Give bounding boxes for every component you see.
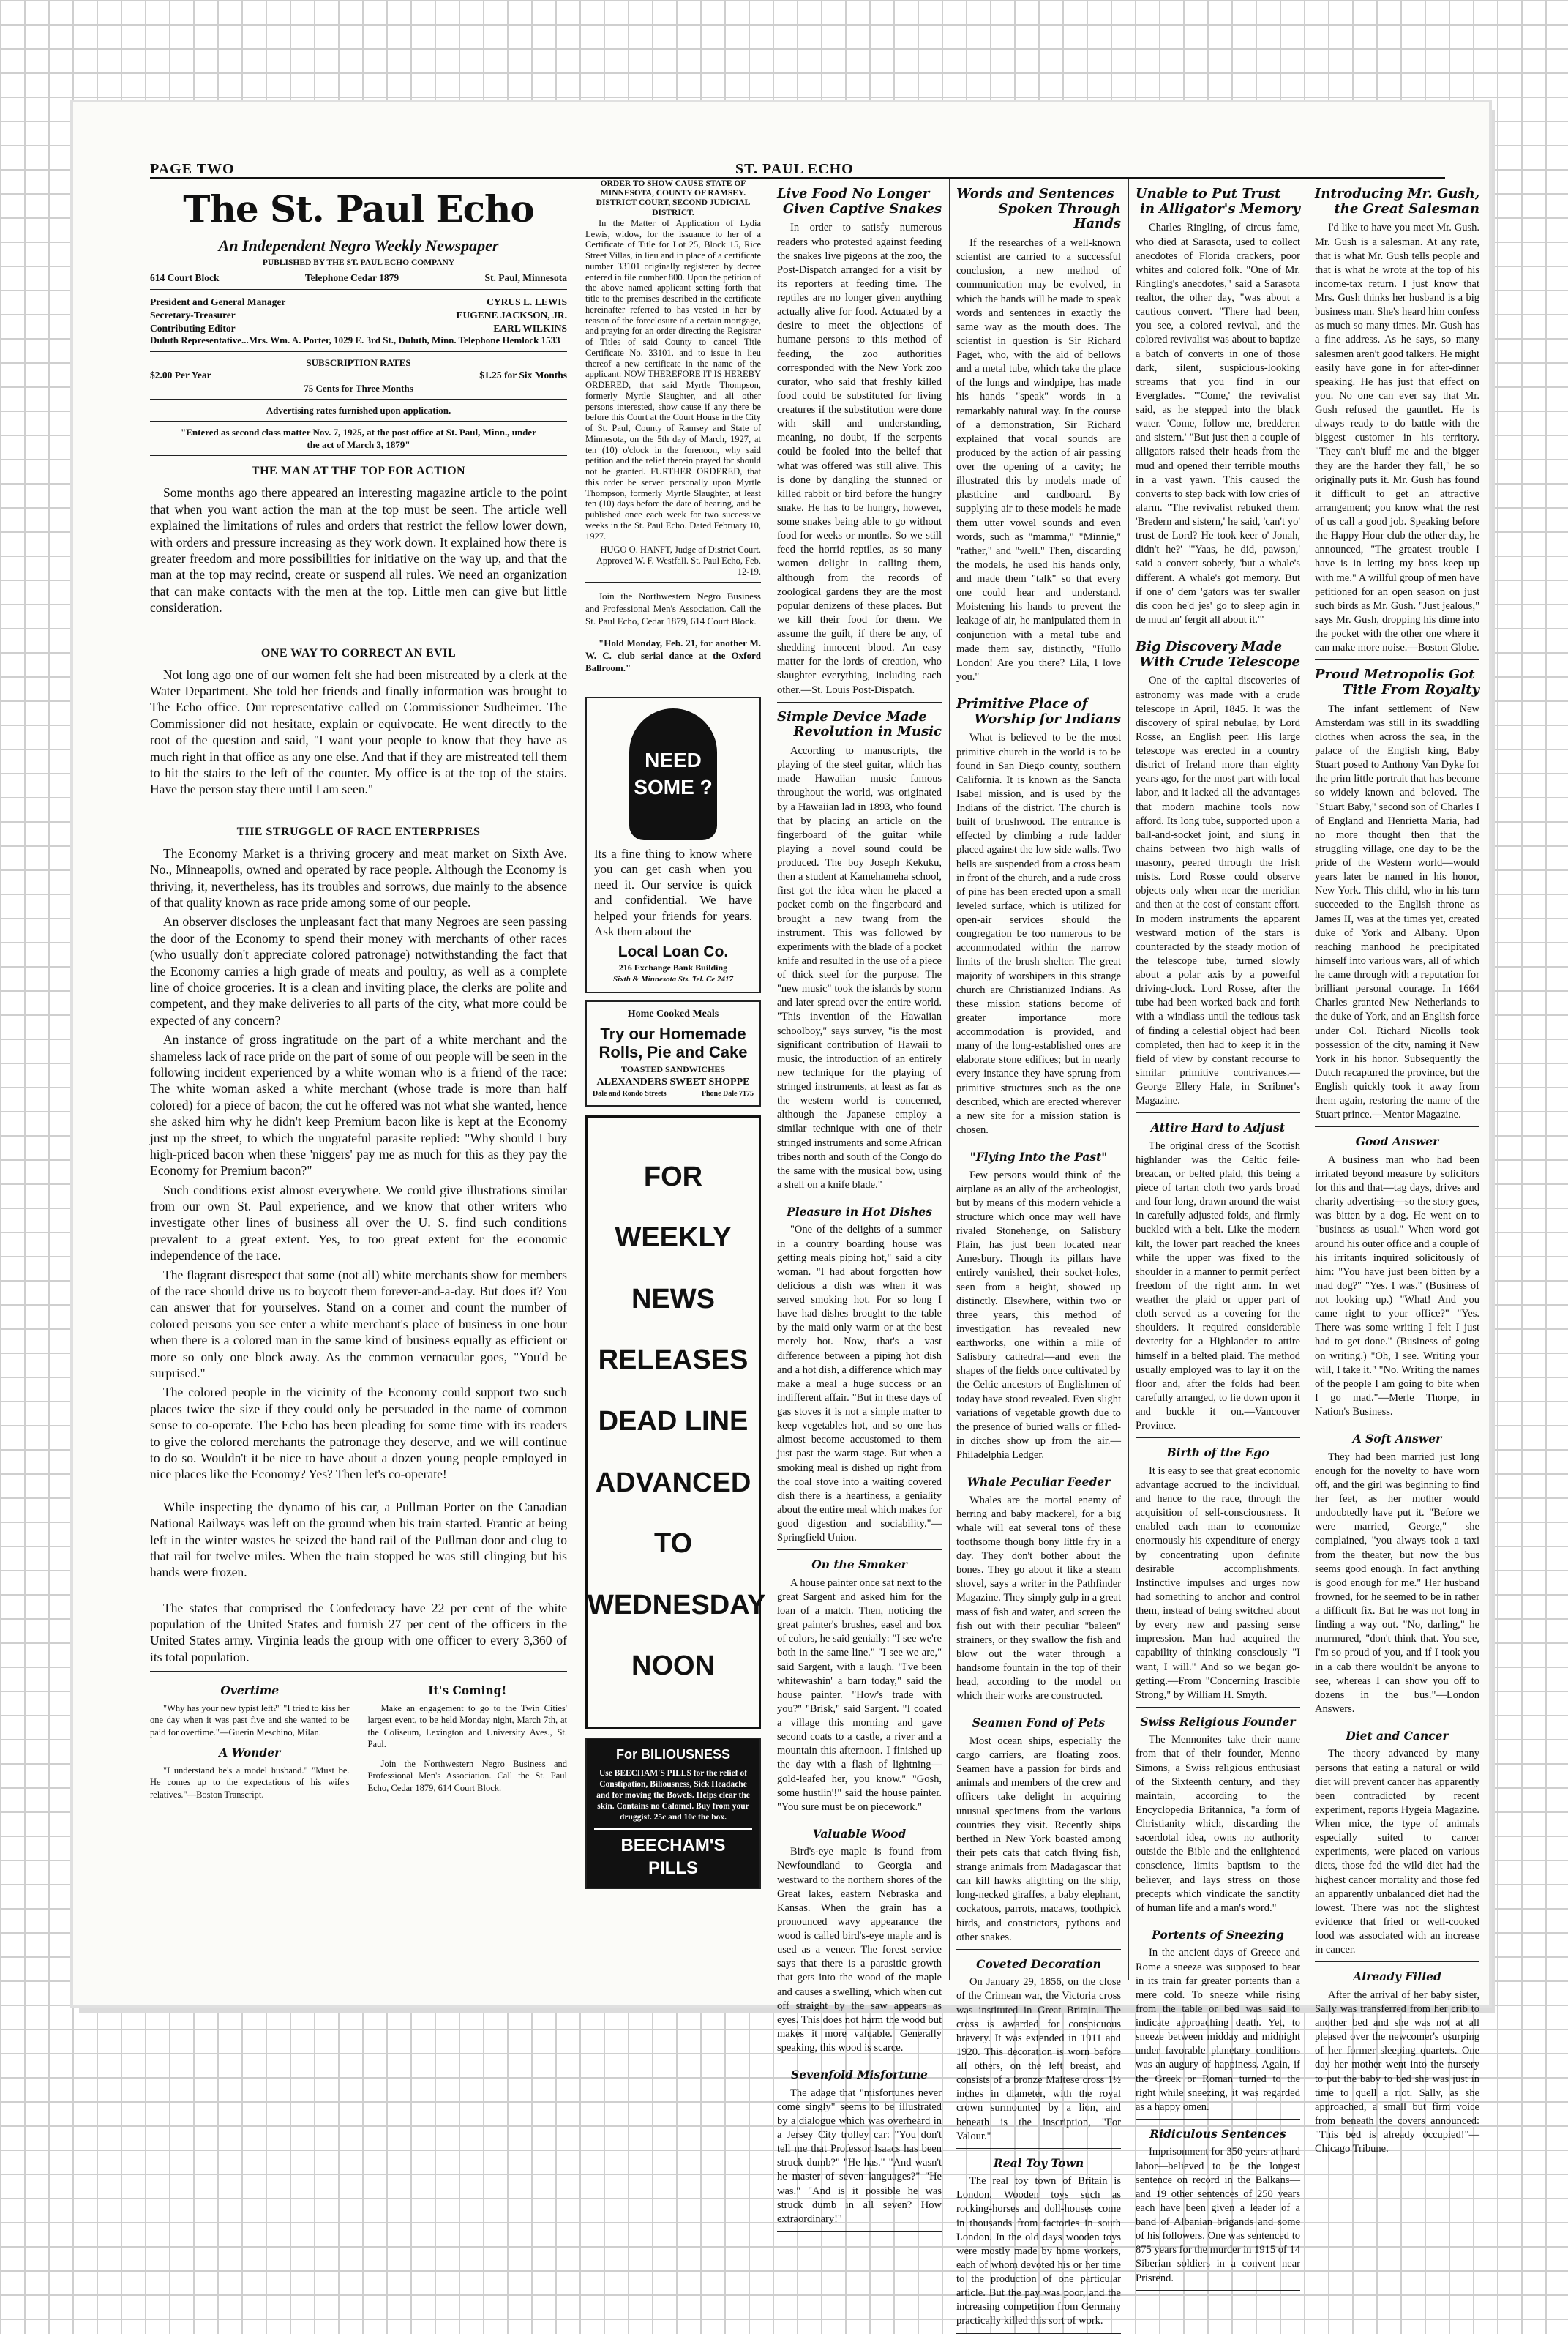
office-address: 614 Court Block [150,272,220,284]
divider [150,1671,567,1672]
headline-line-2: With Crude Telescope [1139,654,1300,670]
article [956,1716,1121,1949]
article-headline: Seamen Fond of Pets [972,1716,1106,1730]
article-headline [1315,187,1479,217]
sweet-shoppe-ad [585,1000,761,1107]
article-divider [777,1549,942,1550]
article-body: According to manuscripts, the playing of the steel guitar, which has made Hawaiian music famous throughout the world, was originated by a Hawaiian lad in 1893, who found that by placing an article on the fingerboard of the guitar while playing a novel sound could be produced. The boy Joseph Kekuku, then a student at Kamehameha school, first got the idea when he placed a pocket comb on the fingerboard and brought a new twang from the instrument. This was followed by experiments with the blade of a pocket knife and resulted in the use of a piece of thick steel for the purpose. The "new music" took the islands by storm and later spread over the entire world. "This invention of the Hawaiian schoolboy," says survey, "is the most significant contribution of Hawaii to music, the introduction of an entirely new technique for the playing of stringed instruments, at least as far as the western world is concerned, although the Japanese employ a similar technique with one of their stringed instruments and some African tribes north and south of the Congo do the same with the musical bow, using a shell on a knife blade." [777,745,942,1191]
article-body: One of the capital discoveries of astronomy was made with a crude telescope in April, 1845. It was the discovery of spiral nebulae, by Lord Rosse, an English peer. His large telescope was erected in a country district of Ireland more than eighty years ago, for the most part with local labor, and it lacked all the advantages that modern machine tools now afford. Its long tube, supported upon a ball-and-socket joint, and slung in chains between two high walls of masonry, peered through the Irish mists. Lord Rosse could observe objects only when near the meridian and then at the cost of constant effort. In modern instruments the apparent westward motion of the stars is counteracted by the steady motion of the telescope tube, turned slowly about a polar axis by a powerful driving-clock. Lord Rosse, after the tube had been worked back and forth with a windlass until the tedious task of finding a celestial object had been completed, then had to keep it in the field of view by constant recourse to similar primitive contrivances.—George Ellery Hale, in Scribner's Magazine. [1136,675,1300,1107]
news-column-5 [1136,179,1300,2284]
news-column-4 [956,179,1121,2327]
divider [150,289,567,291]
article-divider [777,702,942,703]
editorial-body: While inspecting the dynamo of his car, a Pullman Porter on the Canadian National Railways was left on the ground when his train started. Frantic at being left in the winter wastes he seized the hand rail of the Pullman door and clug to that rail for twelve miles. When the train stopped he was still clinging but his hands were frozen. [150,1499,567,1580]
filler-title: A Wonder [219,1746,281,1760]
masthead-subtitle: An Independent Negro Weekly Newspaper [218,236,499,255]
article-headline: Already Filled [1353,1970,1441,1984]
dance-note: "Hold Monday, Feb. 21, for another M. W. C. club serial dance at the Oxford Ballroom." [585,637,761,674]
article-body: The adage that "misfortunes never come singly" seems to be illustrated by a dialogue which was overheard in a Jersey City trolley car: "You don't tell me that Professor Isaacs has been struck dumb?" "He has." "And wasn't he master of seven languages?" "He was." "And is it possible he was struck dumb in all seven? How extraordinary!" [777,2087,942,2225]
article [956,1475,1121,1708]
article [777,1557,942,1819]
article [1315,1432,1479,1721]
running-head: ST. PAUL ECHO [735,161,854,177]
article-headline: Good Answer [1355,1134,1439,1149]
sweet-ad-phone: Phone Dale 7175 [701,1090,754,1099]
filler-body: Make an engagement to go to the Twin Cities' largest event, to be held Monday night, March 7th, at the Coliseum, Lexington and University Aves., St. Paul. [367,1702,567,1750]
article-divider [1315,1126,1479,1127]
article [1315,187,1479,660]
editorials [150,463,567,1665]
article-body: The theory advanced by many persons that eating a natural or wild diet will prevent cancer has apparently been contradicted by recent experiment, reports Hygeia Magazine. When mice, the type of animals especially suited to cancer experiments, were placed on various diets, those fed the wild diet had the highest cancer mortality and those fed an apparently unbalanced diet had the lowest. There was not the slightest evidence that fried or well-cooked food was associated with an increase in cancer. [1315,1748,1479,1956]
filler-body: "I understand he's a model husband." "Must be. He comes up to the expectations of his wife's relatives."—Boston Transcript. [150,1765,350,1800]
headline-line-1: Live Food No Longer [777,186,930,201]
newspaper-page [73,102,1489,2327]
ads-column [585,179,766,1980]
beecham-ad-name: BEECHAM'S PILLS [594,1828,752,1880]
article-headline [777,187,942,217]
article-divider [1136,2290,1300,2291]
article-body: In the ancient days of Greece and Rome a sneeze was supposed to bear in its train far greater portents than a mere cold. To sneeze while rising from the table or bed was said to indicate approaching death. Yet, to sneeze between midday and midnight under favorable planetary conditions was an augury of happiness. Again, if the Greek or Roman turned to the right while sneezing, it was regarded as a happy omen. [1136,1947,1300,2113]
article-body: Bird's-eye maple is found from Newfoundland to Georgia and westward to the northern shores of the Great lakes, eastern Nebraska and Kansas. When the grain has a pronounced wavy appearance the wood is called bird's-eye maple and is used as a veneer. The forest service says that there is a parasitic growth that gets into the wood of the maple and causes a swelling, which when cut off straight by the saw appears as eyes. This does not harm the wood but makes it more valuable. Generally speaking, this wood is scarce. [777,1846,942,2054]
article [777,710,942,1197]
editorial-title: THE MAN AT THE TOP FOR ACTION [251,465,466,478]
article-body: On January 29, 1856, on the close of the Crimean war, the Victoria cross was instituted in Great Britain. The cross is awarded for conspicuous bravery. It was extended in 1911 and 1920. This decoration is worn before all others, on the left breast, and consists of a bronze Maltese cross 1½ inches in diameter, with the royal crown surmounted by a lion, and beneath is the inscription, "For Valour." [956,1976,1121,2142]
headline-line-1: Unable to Put Trust [1136,186,1281,201]
deadline-line: TO [653,1528,693,1560]
page-folio: PAGE TWO [150,161,235,177]
article [1315,1134,1479,1424]
staff-row [150,309,567,322]
article-headline [956,187,1121,232]
article [1136,187,1300,632]
article-headline: Diet and Cancer [1346,1729,1449,1743]
staff-name: EUGENE JACKSON, JR. [456,309,567,321]
article [777,1205,942,1550]
legal-notice [585,179,761,577]
staff-role: Secretary-Treasurer [150,309,236,321]
sweet-ad-address: Dale and Rondo Streets [593,1090,667,1099]
article-headline: Sevenfold Misfortune [791,2068,928,2082]
news-column-6 [1315,179,1479,2155]
loan-ad-address: 216 Exchange Bank Building [618,962,728,973]
deadline-line: WEEKLY [615,1222,732,1254]
article [956,697,1121,1142]
staff-name: CYRUS L. LEWIS [487,296,567,308]
headline-line-2: in Alligator's Memory [1139,201,1300,217]
article [1315,1970,1479,2161]
top-rule [150,177,1445,179]
article [1136,1445,1300,1708]
filler-right [368,1676,568,1803]
editorial-paragraph: Such conditions exist almost everywhere. We could give illustrations similar from our own St. Paul experience, and we know that other writers who investigate other lines of business all over the U. S. find such conditions prevalent to a great extent. Yes, to too great extent for the economic independence of the race. [150,1182,567,1263]
article [956,187,1121,689]
article-divider [1315,659,1479,660]
loan-ad [585,697,761,994]
divider [150,421,567,422]
filler-title: Overtime [220,1683,280,1698]
need-some-badge: NEED SOME ? [629,708,717,840]
article-body: "One of the delights of a summer in a country boarding house was getting meals piping hot," said a city woman. "I had about forgotten how delicious a dish was when it was served smoking hot. For so long I have had dishes brought to the table by the maid only warm or at the best merely hot. Now, that's a vast difference between a piping hot dish and a hot dish, a difference which may make a meal a huge success or an indifferent affair. "But in these days of gas stoves it is not a simple matter to keep vegetables hot, and so one has almost become accustomed to them just past the warm stage. But when a smoking meal is dished up right from the coal stove into a waiting covered dish there is a heartiness, a geniality about the entire meal which makes for good digestion and sociability."—Springfield Union. [777,1224,942,1544]
headline-line-1: Primitive Place of [956,696,1088,712]
article [1136,1715,1300,1920]
beecham-ad [585,1738,761,1889]
legal-signature: HUGO O. HANFT, Judge of District Court. Approved W. F. Westfall. St. Paul Echo, Feb. 12-19. [596,545,761,577]
sweet-ad-sub: TOASTED SANDWICHES [620,1064,726,1075]
deadline-line: FOR [643,1161,703,1192]
article-divider [1136,1707,1300,1708]
rates-row [150,369,567,382]
office-city: St. Paul, Minnesota [484,272,567,284]
editorial-paragraph: The flagrant disrespect that some (not all) white merchants show for members of the race should drive us to boycott them forever-and-a-day. But does it? You can answer that for yourselves. Stand on a corner and count the number of colored persons you see enter a white merchant's place of business in one hour when there is a colored man in the same kind of business equally as efficient or more so only one block away. As the common vernacular goes, "You'd be surprised." [150,1267,567,1380]
article-divider [956,1949,1121,1950]
article-body: Most ocean ships, especially the cargo carriers, are floating zoos. Seamen have a passion for birds and animals and members of the crew and officers take delight in acquiring unusual specimens from the various countries they visit. Recently ships berthed in New York boasted among their pets cats that catch flying fish, strange animals from Madagascar that can kill hawks alighting on the ship, long-necked giraffes, a baby elephant, cockatoos, parrots, macaws, toothpick birds, and constrictors, pythons and other snakes. [956,1735,1121,1943]
editorial-body: The states that comprised the Confederacy have 22 per cent of the white population of the United States and furnish 27 per cent of the officers in the United States army. Virginia leads the group with one officer to every 3,360 of its total population. [150,1600,567,1664]
editorial-paragraph: An instance of gross ingratitude on the part of a white merchant and the shameless lack of race pride on the part of some of our people will be seen in the following incident experienced by a white woman who is a friend of the race: The white woman asked a white merchant (whose trade is more than half colored) for a piece of bacon; the cut he offered was not what she wanted, hence she asked him why he didn't keep Premium bacon like is kept at the Economy just up the street, to which the ungrateful parasite replied: "Why should I buy high-priced bacon when these 'niggers' pay me as much for this as they pay the Economy for Premium bacon?" [150,1032,567,1178]
divider [150,399,567,400]
masthead-title: The St. Paul Echo [183,187,534,231]
staff-name: EARL WILKINS [493,322,567,334]
headline-line-1: Simple Device Made [777,708,927,725]
article-body: A business man who had been irritated beyond measure by solicitors for this and that—tag days, drives and charity advertising—so the story goes, was bitten by a dog. He went on to "business as usual." When word got around his outer office and a couple of his irritants inquired solicitously of him: "You have just been bitten by a mad dog?" "Yes. I was." (Business of not looking up.) "What! And you came right to your office?" "Yes. There was some writing I felt I just had to get done." (Business of going on writing.) "Oh, I see. Writing your will, I take it." "No. Writing the names of the people I am going to bite when I go mad."—Merle Thorpe, in Nation's Business. [1315,1153,1479,1418]
article-divider [956,2148,1121,2149]
article-headline: Birth of the Ego [1166,1445,1269,1460]
deadline-line: DEAD LINE [598,1406,749,1437]
article-body: The infant settlement of New Amsterdam was still in its swaddling clothes when across the sea, in the palace of the English king, Baby Stuart posed to Anthony Van Dyke for the prim little portrait that has become so widely known and beloved. The "Stuart Baby," second son of Charles I of England and Henrietta Maria, had no more thought then that the struggling village, one day to be the pride of the Western world—would years later be named in his honor, New York. This child, who in his turn succeeded to the English throne as James II, was at the times yet, created duke of York and Albany. Upon reaching manhood he precipitated himself into various wars, all of which he came through with a reputation for brilliant personal courage. In 1664 Charles granted New Netherlands to the duke of York, and an English force under Col. Richard Nicolls took possession of the city, naming it New York in his honor. Subsequently the Dutch recaptured the province, but the English quickly took it away from them again, restoring the name of the Stuart prince.—Mentor Magazine. [1315,703,1479,1121]
headline-line-2: Given Captive Snakes [782,201,942,217]
article-headline: Coveted Decoration [976,1956,1101,1971]
deadline-line: RELEASES [598,1344,749,1376]
editorial-body: Not long ago one of our women felt she had been mistreated by a clerk at the Water Department. She told her friends and finally information was brought to The Echo office. Our representative called on Commissioner Sudheimer. The Commissioner did not hesitate, explain or equivocate. He went directly to the root of the question and said, "I want your people to know that they have as much right in that office as any one else. And that if they are mistreated tell them to hit the stairs to the left of the counter. My office is at the top of the stairs. Have the person stay there until I am seen." [150,667,567,797]
sweet-ad-name: ALEXANDERS SWEET SHOPPE [596,1077,750,1088]
article-headline: Swiss Religious Founder [1140,1714,1296,1729]
article-body: The Mennonites take their name from that of their founder, Menno Simons, a Swiss religious enthusiast of the Sixteenth century, and they maintain, according to the Encyclopedia Britannica, "a form of Christianity which, discarding the sacerdotal idea, owns no authority outside the Bible and the enlightened conscience, limits baptism to the believer, and lays stress on those precepts which vindicate the sanctity of human life and a man's word." [1136,1734,1300,1914]
article-divider [1136,1437,1300,1438]
article-body: In order to satisfy numerous readers who protested against feeding the snakes live pigeons at the zoo, the Post-Dispatch arranged for a visit by its reporters at feeding time. The reptiles are no longer given anything actually alive for food. Actuated by a desire to meet the objections of humane persons to this method of feeding, the zoo authorities corresponded with the New York zoo curator, who said that freshly killed food could be substituted for living creatures if the substitution were done with skill and understanding, meaning, no doubt, if the serpents could be fooled into the belief that what was offered was still alive. This is done by dangling the stunned or killed rabbit or bird before the hungry snake. He has to be hungry, however, some snakes being able to go without food for weeks or months. So we still feed the horrid reptiles, as so many women delight in calling them, although from the records of zoological gardens they are the most popular denizens of these places. But we kill their food for them. We assume the guilt, if there be any, of shedding innocent blood. An easy matter for the lords of creation, who slaughter everything, including each other.—St. Louis Post-Dispatch. [777,222,942,696]
editorial-paragraph: An observer discloses the unpleasant fact that many Negroes are seen passing the door of the Economy to spend their money with merchants of other races (who usually don't appreciate colored patronage) notwithstanding the fact that the Economy carries a high grade of meats and poultry, as well as a complete line of choice groceries. It is a clean and inviting place, the clerks are polite and competent, and they make deliveries to all parts of the city, what more could be expected of any concern? [150,914,567,1028]
article [1136,640,1300,1113]
headline-line-2: Title From Royalty [1342,681,1479,697]
editorial-column [150,179,567,1980]
editorial-paragraph: The colored people in the vicinity of the Economy could support two such places twice the size if they could only be persuaded in the name of common sense to co-operate. The Echo has been pleading for some time with its readers to give the colored merchants the patronage they deserve, and we will continue to do so. Wouldn't it be nice to have about a dozen young people employed in nice places like the Economy? Yes? Then let's co-operate! [150,1385,567,1482]
editorial-body: Some months ago there appeared an interesting magazine article to the point that when you want action the man at the top must be seen. The article well explained the limitations of rules and orders that restrict the fellow lower down, with orders and pressure increasing as they work down. It explained how there is greater freedom and more possibilities for initiative on the way up, and that the man at the top may recind, create or suspend all rules. We need an organization that can make contacts with the men at the top. Little men can give but little consideration. [150,485,567,616]
headline-line-2: the Great Salesman [1334,201,1479,217]
article-headline [1136,187,1300,217]
rate-six: $1.25 for Six Months [479,369,567,381]
rate-year: $2.00 Per Year [150,369,211,381]
article [1136,1121,1300,1438]
article-headline: Ridiculous Sentences [1149,2126,1286,2141]
article-headline [1136,640,1300,670]
rates-title: SUBSCRIPTION RATES [306,356,411,368]
deadline-ad [585,1115,766,1729]
entry-notice: "Entered as second class matter Nov. 7, 1925, at the post office at St. Paul, Minn., under the act of March 3, 1879" [181,426,536,451]
deadline-line: NOON [631,1650,715,1682]
editorial-body [150,845,567,1483]
sweet-ad-contact [593,1089,754,1099]
sweet-ad-headline: Try our Homemade Rolls, Pie and Cake [599,1024,748,1061]
association-note: Join the Northwestern Negro Business and Professional Men's Association. Call the St. Paul Echo, Cedar 1879, 614 Court Block. [585,590,761,626]
sweet-ad-top: Home Cooked Meals [627,1009,719,1020]
article-divider [1136,1112,1300,1113]
editorial-title: ONE WAY TO CORRECT AN EVIL [260,646,457,659]
staff-list [150,296,567,334]
headline-line-1: Introducing Mr. Gush, [1315,186,1479,201]
loan-ad-streets: Sixth & Minnesota Sts. Tel. Ce 2417 [612,974,734,984]
article-headline: Valuable Wood [812,1826,907,1841]
article [777,187,942,703]
article [956,1957,1121,2149]
headline-line-2: Spoken Through Hands [998,201,1121,232]
column-rule [1128,179,1129,1980]
article-divider [956,2333,1121,2334]
legal-body: In the Matter of Application of Lydia Lewis, widow, for the issuance to her of a Certificate of Title for Lot 25, Block 15, Rice Street Villas, in lieu and in place of a certificate number 33101 originally registered by decree entered in file number 800. Upon the petition of the above named applicant setting forth that title to the premises described in the certificate hereinafter referred to has vested in her by reason of the foreclosure of a certain mortgage, and praying for an order directing the Registrar of Titles of said County to cancel Title Certificate No. 33101, and to issue in lieu thereof a new certificate in the name of the applicant: NOW THEREFORE IT IS HEREBY ORDERED, that said Myrtle Thompson, formerly Myrtle Slaughter, and all other persons interested, show cause if any there be before this Court at the Court House in the City of St. Paul, County of Ramsey and State of Minnesota, on the 5th day of March, 1927, at ten (10) o'clock in the forenoon, why said petition and the relief therein prayed for should not be granted. FURTHER ORDERED, that this order be served personally upon Myrtle Thompson, formerly Myrtle Slaughter, at least ten (10) days before the date of hearing, and be published once each week for two successive weeks in the St. Paul Echo. Dated February 10, 1927. [585,217,761,542]
article-body: The original dress of the Scottish highlander was the Celtic feile-breacan, or belted plaid, this being a piece of tartan cloth two yards broad and four long, drawn around the waist in carefully adjusted folds, and firmly buckled with a belt. Like the modern kilt, the lower part reached the knees while the upper was fixed to the shoulder in a manner to permit perfect freedom of the right arm. In wet weather the plaid or upper part of cloth served as a covering for the shoulders. It required considerable dexterity for a Highlander to attire himself in a belted plaid. The method usually employed was to lay it on the floor and, after the folds had been carefully arranged, to lie down upon it and buckle it on.—Vancouver Province. [1136,1140,1300,1432]
article-headline [1315,667,1479,697]
article-headline: Attire Hard to Adjust [1151,1121,1285,1135]
article-body: Charles Ringling, of circus fame, who died at Sarasota, used to collect anecdotes of Florida crackers, poor whites and colored folk. "One of Mr. Ringling's anecdotes," said a Sarasota realtor, the other day, "was about a cautious convert. "There had been, you see, a colored revival, and the colored revivalist was about to baptize a batch of converts in one of those dark, silent, suspicious-looking streams that you find in our Everglades. "'Come,' the revivalist said, as he stepped into the black water. 'Come, follow me, bredderen and sistern.' "But just then a couple of alligators raised their heads from the mud and opened their terrible mouths in a vast yawn. This caused the converts to step back with low cries of alarm. "The revivalist rebuked them. 'Bredern and sistern,' he said, 'can't yo' trust de Lord? He took keer o' Jonah, didn't he?' "'Yaas, he did, pawson,' said a convert soberly, 'but a whale's different. A whale's got memory. But if one o' dem 'gators was ter swaller dis coon he'd jes' go to sleep agin in de mud an' fergit all about it.'" [1136,222,1300,626]
deadline-line: ADVANCED [595,1467,751,1498]
article-body: Whales are the mortal enemy of herring and baby mackerel, for a big whale will eat several tons of these toothsome though bony little fry in a day. They don't bother about the bones. They go about it like a steam shovel, says a writer in the Pathfinder Magazine. They simply gulp in a great mass of fish and water, and screen the fish out with their peculiar "baleen" strainers, or they swallow the fish and blow out the water through a handsome fountain in the top of their head, according to the model on which their works are constructed. [956,1494,1121,1702]
article-divider [777,2231,942,2232]
article-headline: "Flying Into the Past" [969,1150,1108,1164]
article-headline: Whale Peculiar Feeder [967,1475,1111,1489]
staff-row [150,296,567,309]
article-headline [956,697,1121,727]
article-headline: On the Smoker [811,1557,907,1572]
article-headline: Pleasure in Hot Dishes [787,1205,932,1219]
duluth-representative: Duluth Representative...Mrs. Wm. A. Porter, 1029 E. 3rd St., Duluth, Minn. Telephone Hemlock 1533 [150,334,560,346]
headline-line-1: Big Discovery Made [1136,639,1283,654]
article [1315,1729,1479,1962]
article [956,1150,1121,1467]
column-rule [949,179,950,1980]
divider [585,582,761,583]
loan-ad-body: Its a fine thing to know where you can get cash when you need it. Our service is quick and confidential. We have helped your friends for years. Ask them about the [594,846,752,938]
article-divider [1136,2119,1300,2120]
filler-left [150,1676,350,1803]
beecham-ad-body: Use BEECHAM'S PILLS for the relief of Constipation, Biliousness, Sick Headache and for moving the Bowels. Helps clear the skin. Contains no Calomel. Buy from your druggist. 25c and 10c the box. [596,1768,750,1822]
article-body: After the arrival of her baby sister, Sally was transferred from her crib to another bed and she was not at all pleased over the newcomer's usurping of her former sleeping quarters. One day her mother went into the nursery to put the baby to bed she was just in time to quell a riot. Sally, as she approached, a small but firm voice from beneath the covers announced: "This bed is already occupied!"—Chicago Tribune. [1315,1989,1479,2155]
masthead [150,185,567,269]
loan-ad-name: Local Loan Co. [618,943,729,961]
article-headline [777,710,942,740]
filler-row [150,1676,567,1803]
editorial-paragraph: The Economy Market is a thriving grocery and meat market on Sixth Ave. No., Minneapolis, owned and operated by race people. Although the Economy is thriving, it, nevertheless, has its troubles and sorrows, due mainly to the absence of that quality known as race pride among some of our people. [150,845,567,910]
article-body: The real toy town of Britain is London. Wooden toys such as rocking-horses and doll-houses come in thousands from factories in south London. In the old days wooden toys were mostly made by home workers, each of whom devoted his or her time to the production of one particular article. But the pay was poor, and the increasing competition from Germany practically killed this sort of work. [956,2175,1121,2327]
news-column-3 [777,179,942,2225]
article-divider [1315,1961,1479,1962]
headline-line-2: Revolution in Music [793,724,942,740]
masthead-publisher: PUBLISHED BY THE ST. PAUL ECHO COMPANY [262,258,455,268]
divider [150,351,567,352]
article-body: It is easy to see that great economic advantage accrued to the individual, and hence to the race, through the acquisition of self-consciousness. It enabled each man to economize enormously his expenditure of energy by concentrating upon definite desirable accomplishments. Instinctive impulses and urges now had something to anchor and control them, instead of being switched about by every new and passing sense impression. Man had acquired the capability of thinking consciously "I want, I will." And so we began go-getting.—From "Concerning Irascible Strong," by William H. Smyth. [1136,1465,1300,1701]
article-headline: Portents of Sneezing [1152,1927,1284,1942]
article [1136,1928,1300,2120]
article [777,2068,942,2232]
article-body: I'd like to have you meet Mr. Gush. Mr. Gush is a salesman. At any rate, that is what Mr. Gush tells people and that is what he wrote at the top of his income-tax return. I just know that Mrs. Gush thinks her husband is a big business man. She's heard him confess as much so many times. Mr. Gush has a fine address. As he says, so many salesmen aren't good talkers. He might easily have gone in for after-dinner speaking. He has just that effect on you. No one can ever say that Mr. Gush refused the gauntlet. He is always ready to do battle with the biggest customer in his territory. "They can't bluff me and the bigger they are the harder they fall," he so originally puts it. Mr. Gush has found it difficult to get an attractive arrangement; you know what the rest of us call a good job. Speaking before the Happy Hour club the other day, he announced, "The greatest trouble I have is in letting my boss keep up with me." A willful group of men have petitioned for an open season on just such birds as Mr. Gush. "Just jealous," says Mr. Gush, dropping his dime into the pocket with the other one where it can make more noise.—Boston Globe. [1315,222,1479,654]
divider [150,455,567,457]
staff-role: Contributing Editor [150,322,236,334]
article-headline: A Soft Answer [1352,1432,1442,1446]
legal-head: ORDER TO SHOW CAUSE STATE OF MINNESOTA, COUNTY OF RAMSEY. DISTRICT COURT, SECOND JUDICIAL DISTRICT. [596,179,751,217]
advertising-note: Advertising rates furnished upon application. [266,404,451,416]
article [1136,2127,1300,2291]
office-phone: Telephone Cedar 1879 [304,272,399,284]
article [956,2156,1121,2334]
article-body: What is believed to be the most primitive church in the world is to be found in San Diego county, southern California. It is known as the Sancta Isabel mission, and is used by the Indians of the district. The church is built of brushwood. The entrance is effected by climbing a rude ladder placed against the low side walls. Two bells are suspended from a cross beam in front of the church, and a rude cross of pine has been erected upon a small leveled surface, which is utilized for open-air services should the congregation be too numerous to be accommodated within the narrow limits of the brush shelter. The great majority of worshipers in this strange church are Christianized Indians. As these mission stations become of greater importance more accommodation is provided, and many of the long-established ones are elaborate stone edifices; but in nearly every instance they have sprung from primitive structures such as the one described, which are erected wherever a new site for a mission station is chosen. [956,732,1121,1136]
article [777,1827,942,2060]
deadline-line: WEDNESDAY [588,1589,766,1620]
headline-line-1: Proud Metropolis Got [1315,667,1475,683]
article [1315,667,1479,1127]
beecham-ad-for: For BILIOUSNESS [615,1747,730,1762]
article-body: Imprisonment for 350 years at hard labor—believed to be the longest sentence on record in the Balkans—and 19 other sentences of 250 years each have been given a leader of a band of Albanian brigands and some of his followers. One was sentenced to 875 years for the murder in 1915 of 14 Siberian soldiers in a convent near Prisrend. [1136,2146,1300,2284]
deadline-line: NEWS [631,1283,715,1314]
masthead-contact [150,272,567,285]
rate-three: 75 Cents for Three Months [304,382,413,394]
filler-body: Join the Northwestern Negro Business and Professional Men's Association. Call the St. Paul Echo, Cedar 1879, 614 Court Block. [367,1758,567,1793]
article-body: If the researches of a well-known scientist are carried to a successful conclusion, a new method of communication may be evolved, in which the hands will be made to speak words and sentences in exactly the same way as the mouth does. The scientist in question is Sir Richard Paget, who, with the aid of bellows and a metal tube, which take the place of the lungs and windpipe, has made his hands "speak" words in a remarkably natural way. In the course of a demonstration, Sir Richard explained that vocal sounds are produced by the action of air passing over the opening of a cavity; he illustrated this by models made of plasticine and cardboard. By supplying air to these models he made them utter vowel sounds and even words, such as "mamma," "Minnie," "rather," and "well." Then, discarding the models, he used his hands only, and made them "talk" so that every one could hear and understand. Moistening his hands to prevent the leakage of air, he manipulated them in conjunction with a metal tube and made them say, distinctly, "Hullo London! Are you there? Lila, I love you." [956,237,1121,683]
staff-row [150,322,567,335]
article-body: They had been married just long enough for the novelty to have worn off, and the girl was beginning to find her feet, as her mother would undoubtedly have put it. "Before we were married, George," she complained, "you always took a taxi from the theater, but now the bus seems good enough. In fact anything is good enough for me." Her husband frowned, for he seemed to be in rather a difficult fix. But he was not long in finding a way out. "No, darling," he murmured, "don't think that. You see, I'm so proud of you, and if I took you in a cab there wouldn't be anyone to see, whereas I can show you off to dozens in the bus."—London Answers. [1315,1451,1479,1715]
staff-role: President and General Manager [150,296,286,308]
filler-body: "Why has your new typist left?" "I tried to kiss her one day when it was past five and she wanted to be paid for overtime."—Guerin Meschino, Milan. [150,1702,350,1738]
filler-title: It's Coming! [428,1683,507,1698]
editorial-title: THE STRUGGLE OF RACE ENTERPRISES [236,825,481,838]
headline-line-2: Worship for Indians [974,711,1121,727]
article-headline: Real Toy Town [993,2155,1084,2170]
article-body: Few persons would think of the airplane as an ally of the archeologist, but by means of this modern vehicle a structure which once may well have rivaled Stonehenge, on Salisbury Plain, has just been located near Amesbury. Though its pillars have entirely vanished, their socket-holes, seen from a height, showed up distinctly. Elsewhere, within two or three years, this method of investigation has revealed new earthworks, one within a mile of Salisbury cathedral—and even the shapes of the fields once cultivated by the Celtic ancestors of Englishmen of today have stood revealed. Even slight variations of vegetable growth due to the presence of buried walls or filled-in ditches show up from the air.—Philadelphia Ledger. [956,1169,1121,1462]
headline-line-1: Words and Sentences [956,186,1114,201]
article-body: A house painter once sat next to the great Sargent and asked him for the loan of a match. Then, noticing the great painter's brushes, easel and box of colors, he said genially: "I see we're both in the same line." "I see we are," said Sargent, with a laugh. "I've been whitewashin' a barn today," said the house painter. "How's trade with you?" "Brisk," said Sargent. "I coated a village this morning and gave second coats to a castle, a river and a mountain this afternoon. I finished up the day with a flash of lightning—gold-leafed her, you know." "Gosh, some hustlin'!" said the house painter. "You sure must be on piecework." [777,1576,942,1813]
